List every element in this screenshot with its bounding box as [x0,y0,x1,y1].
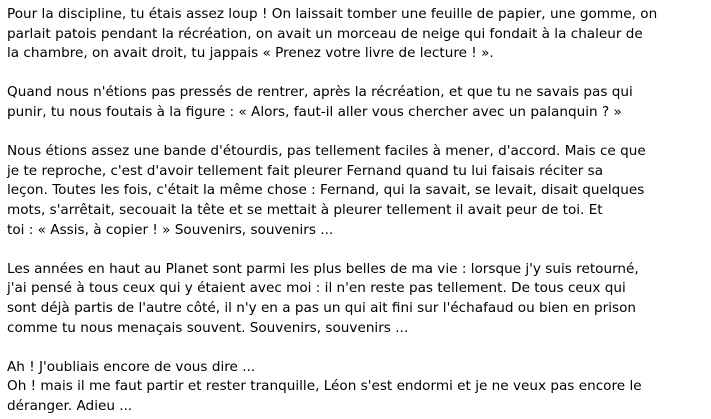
text-line: leçon. Toutes les fois, c'était la même chose : Fernand, qui la savait, se levait, disait quelques [7,182,645,199]
letter-text [7,5,707,416]
text-line: Oh ! mais il me faut partir et rester tranquille, Léon s'est endormi et je ne veux pas encore le [7,378,642,395]
paragraph-spacer [7,338,707,358]
paragraph-spacer [7,64,707,84]
paragraph-spacer [7,123,707,143]
text-line: Quand nous n'étions pas pressés de rentrer, après la récréation, et que tu ne savais pas qui [7,84,633,101]
text-line: parlait patois pendant la récréation, on avait un morceau de neige qui fondait à la chaleur de [7,25,643,42]
text-line: Ah ! J'oubliais encore de vous dire ... [7,358,256,375]
text-line: déranger. Adieu ... [7,397,133,414]
paragraph-discipline [7,5,707,64]
paragraph-spacer [7,240,707,260]
text-line: Pour la discipline, tu étais assez loup ! On laissait tomber une feuille de papier, une gomme, on [7,6,658,22]
text-line: comme tu nous menaçais souvent. Souvenirs, souvenirs ... [7,319,409,336]
text-line: je te reproche, c'est d'avoir tellement fait pleurer Fernand quand tu lui faisais réciter sa [7,162,604,179]
text-line: sont déjà partis de l'autre côté, il n'y en a pas un qui ait fini sur l'échafaud ou bien en prison [7,299,637,316]
paragraph-palanquin [7,83,707,122]
text-line: toi : « Assis, à copier ! » Souvenirs, souvenirs ... [7,221,334,238]
paragraph-planet [7,260,707,338]
text-line: la chambre, on avait droit, tu jappais « Prenez votre livre de lecture ! ». [7,45,494,62]
text-line: mots, s'arrêtait, secouait la tête et se mettait à pleurer tellement il avait peur de toi. Et [7,201,603,218]
text-line: Les années en haut au Planet sont parmi les plus belles de ma vie : lorsque j'y suis retourné, [7,260,639,277]
paragraph-farewell [7,358,707,417]
paragraph-fernand [7,142,707,240]
text-line: punir, tu nous foutais à la figure : « Alors, faut-il aller vous chercher avec un palanquin ? » [7,103,622,120]
text-line: Nous étions assez une bande d'étourdis, pas tellement faciles à mener, d'accord. Mais ce que [7,143,646,160]
text-line: j'ai pensé à tous ceux qui y étaient avec moi : il n'en reste pas tellement. De tous ceux qui [7,280,626,297]
